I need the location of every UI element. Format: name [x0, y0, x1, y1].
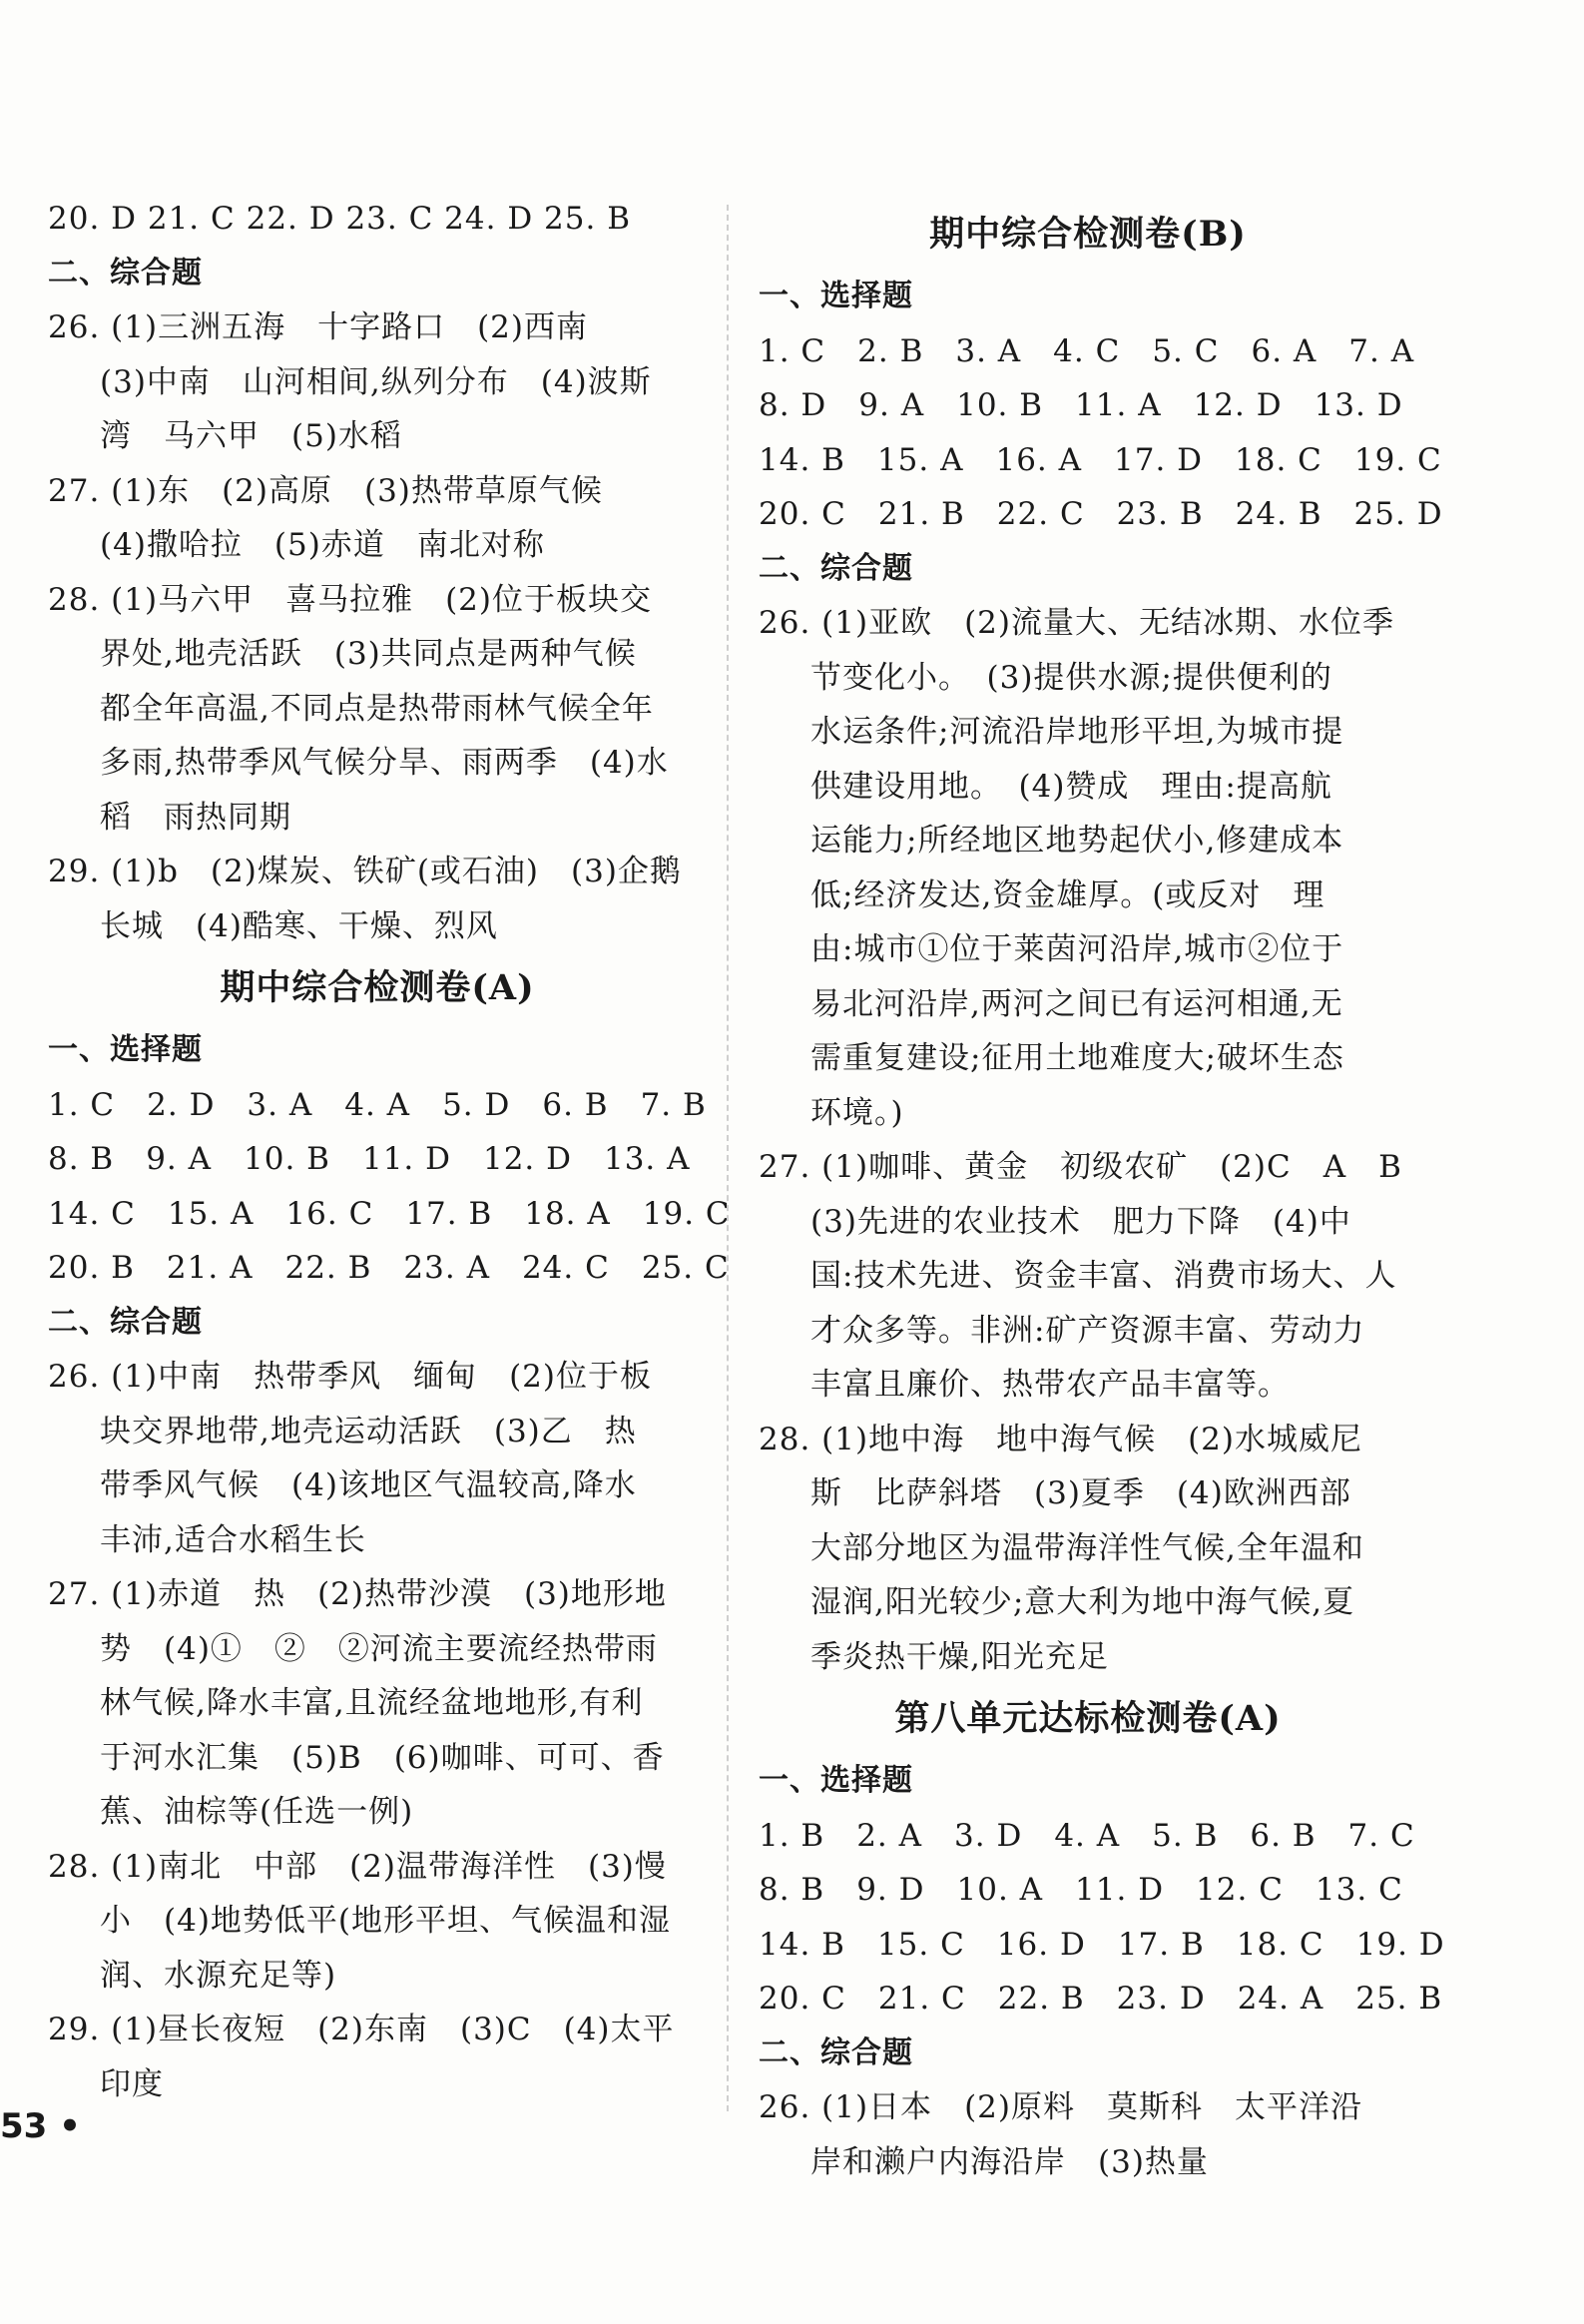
mc-answers: 1. C 2. D 3. A 4. A 5. D 6. B 7. B 8. B 9. A 10. B 11. D 12. D 13. A 14. C 15. A 16. C 17. B 18. A 19. C 20. B 21. A 22. B 23. A 24. C 25. C: [48, 1086, 731, 1286]
section-heading: 二、综合题: [759, 2034, 913, 2070]
right-column: [759, 200, 1445, 2189]
question-28: 28. (1)南北 中部 (2)温带海洋性 (3)慢 小 (4)地势低平(地形平坦、气候温和湿 润、水源充足等): [48, 1848, 672, 1994]
section-heading: 一、选择题: [48, 1032, 203, 1067]
question-29: 29. (1)b (2)煤炭、铁矿(或石油) (3)企鹅 长城 (4)酷寒、干燥、烈风: [48, 854, 682, 944]
question-28: 28. (1)地中海 地中海气候 (2)水城威尼 斯 比萨斜塔 (3)夏季 (4)欧洲西部 大部分地区为温带海洋性气候,全年温和 湿润,阳光较少;意大利为地中海气候,夏 季炎热干燥,阳光充足: [759, 1421, 1364, 1675]
question-26: 26. (1)中南 热带季风 缅甸 (2)位于板 块交界地带,地壳运动活跃 (3)乙 热 带季风气候 (4)该地区气温较高,降水 丰沛,适合水稻生长: [48, 1359, 652, 1558]
question-28: 28. (1)马六甲 喜马拉雅 (2)位于板块交 界处,地壳活跃 (3)共同点是两种气候 都全年高温,不同点是热带雨林气候全年 多雨,热带季风气候分旱、雨两季 (4)水 稻 雨热同期: [48, 581, 669, 836]
section-heading: 一、选择题: [759, 279, 913, 313]
question-26: 26. (1)亚欧 (2)流量大、无结冰期、水位季 节变化小。 (3)提供水源;提供便利的 水运条件;河流沿岸地形平坦,为城市提 供建设用地。 (4)赞成 理由:提高航 运能力;所经地区地势起伏小,修建成本 低;经济发达,资金雄厚。(或反对 理 由:城市①位于莱茵河沿岸,城市②位于 易北河沿岸,两河之间已有运河相通,无 需重复建设;征用土地难度大;破坏生态 环境。): [759, 605, 1394, 1131]
question-27: 27. (1)咖啡、黄金 初级农矿 (2)C A B (3)先进的农业技术 肥力下降 (4)中 国:技术先进、资金丰富、消费市场大、人 才众多等。非洲:矿产资源丰富、劳动力 丰富且廉价、热带农产品丰富等。: [759, 1149, 1402, 1403]
mc-answers-continued: 20. D 21. C 22. D 23. C 24. D 25. B: [48, 201, 631, 237]
section-heading: 二、综合题: [48, 1304, 203, 1340]
question-26: 26. (1)三洲五海 十字路口 (2)西南 (3)中南 山河相间,纵列分布 (4)波斯 湾 马六甲 (5)水稻: [48, 309, 652, 454]
page-number: 53 •: [0, 2106, 81, 2146]
mc-answers: 1. B 2. A 3. D 4. A 5. B 6. B 7. C 8. B 9. D 10. A 11. D 12. C 13. C 14. B 15. C 16. D 17. B 18. C 19. D 20. C 21. C 22. B 23. D 24. A 25. B: [759, 1817, 1445, 2017]
section-heading: 一、选择题: [759, 1763, 913, 1798]
section-title-midterm-a: 期中综合检测卷(A): [220, 967, 535, 1008]
question-26: 26. (1)日本 (2)原料 莫斯科 太平洋沿 岸和濑户内海沿岸 (3)热量: [759, 2089, 1362, 2180]
question-29: 29. (1)昼长夜短 (2)东南 (3)C (4)太平 印度: [48, 2012, 675, 2102]
column-divider: [727, 205, 729, 2111]
mc-answers: 1. C 2. B 3. A 4. C 5. C 6. A 7. A 8. D 9. A 10. B 11. A 12. D 13. D 14. B 15. A 16. A 17. D 18. C 19. C 20. C 21. B 22. C 23. B 24. B 25. D: [759, 332, 1443, 532]
question-27: 27. (1)赤道 热 (2)热带沙漠 (3)地形地 势 (4)① ② ②河流主要流经热带雨 林气候,降水丰富,且流经盆地地形,有利 于河水汇集 (5)B (6)咖啡、可可、香 蕉、油棕等(任选一例): [48, 1576, 667, 1830]
section-title-unit-8-a: 第八单元达标检测卷(A): [894, 1698, 1282, 1739]
section-heading: 二、综合题: [759, 550, 913, 586]
section-title-midterm-b: 期中综合检测卷(B): [929, 214, 1247, 255]
question-27: 27. (1)东 (2)高原 (3)热带草原气候 (4)撒哈拉 (5)赤道 南北对称: [48, 472, 603, 563]
left-column: [48, 192, 731, 2111]
section-heading: 二、综合题: [48, 255, 203, 290]
